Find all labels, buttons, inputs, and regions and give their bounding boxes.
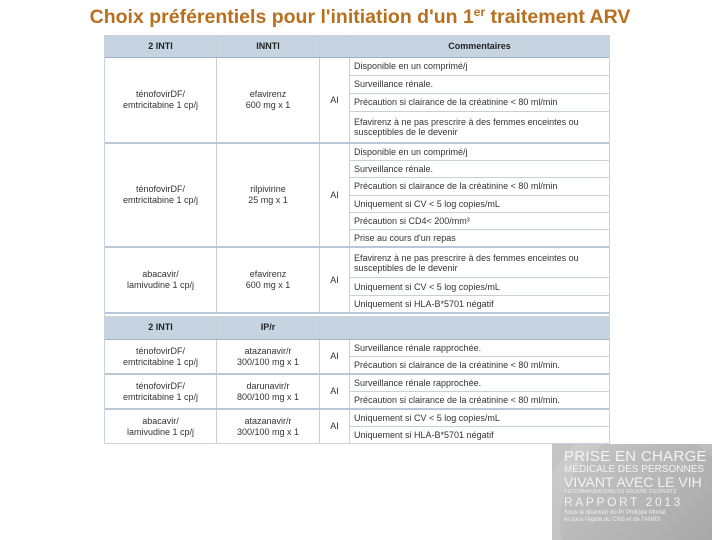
comment-item: Prise au cours d'un repas	[354, 232, 456, 243]
comment-item: Surveillance rénale rapprochée.	[350, 340, 609, 357]
comment-item: Surveillance rénale.	[350, 161, 609, 178]
table-row	[105, 58, 609, 144]
grade-cell: AI	[320, 340, 350, 373]
header-cell-grade	[320, 36, 350, 57]
comments-cell	[350, 410, 609, 443]
third-agent-line: efavirenz	[249, 269, 287, 279]
nrti-cell	[105, 410, 217, 443]
comment-item: Surveillance rénale rapprochée.	[350, 375, 609, 392]
table-header-inti-innti	[105, 36, 609, 58]
grade-cell: AI	[320, 375, 350, 408]
nrti-line: abacavir/	[142, 415, 179, 426]
third-agent-line: rilpivirine	[250, 184, 286, 194]
logo-line-5: RAPPORT 2013	[564, 495, 683, 509]
slide-title-end: traitement ARV	[485, 6, 631, 28]
header-cell-2inti: 2 INTI	[105, 36, 217, 57]
third-agent-cell	[217, 58, 320, 142]
third-agent-cell	[217, 375, 320, 408]
logo-line-1: PRISE EN CHARGE	[564, 448, 707, 465]
third-agent-cell	[217, 248, 320, 312]
header-cell-grade	[320, 316, 350, 339]
comment-item: Précaution si clairance de la créatinine < 80 ml/min.	[354, 360, 560, 370]
grade-cell: AI	[320, 144, 350, 246]
comments-cell	[350, 340, 609, 373]
grade-cell: AI	[320, 410, 350, 443]
third-agent-line: atazanavir/r	[244, 415, 292, 426]
nrti-cell	[105, 144, 217, 246]
nrti-line: emtricitabine 1 cp/j	[122, 100, 199, 110]
table-row	[105, 410, 609, 443]
comment-item: Précaution si clairance de la créatinine < 80 ml/min.	[354, 395, 560, 405]
nrti-cell	[105, 340, 217, 373]
nrti-line: lamivudine 1 cp/j	[126, 426, 195, 437]
nrti-line: lamivudine 1 cp/j	[126, 280, 195, 290]
header-cell-innti: INNTI	[217, 36, 320, 57]
slide-title-main: Choix préférentiels pour l'initiation d'un 1	[89, 6, 474, 28]
slide-title	[0, 6, 720, 29]
grade-cell: AI	[320, 58, 350, 142]
table-row	[105, 248, 609, 314]
logo-line-2: MÉDICALE DES PERSONNES	[564, 464, 705, 475]
comment-item: Surveillance rénale.	[350, 76, 609, 94]
comment-item: Uniquement si CV < 5 log copies/mL	[350, 196, 609, 213]
third-agent-line: 600 mg x 1	[245, 280, 291, 290]
nrti-line: emtricitabine 1 cp/j	[122, 356, 199, 367]
comment-item: Uniquement si HLA-B*5701 négatif	[354, 298, 494, 309]
header-cell-comments	[350, 316, 609, 339]
comment-item: Précaution si CD4< 200/mm³	[350, 213, 609, 230]
treatment-table	[104, 35, 610, 444]
comment-item: Efavirenz à ne pas prescrire à des femmes enceintes ou susceptibles de le devenir	[350, 248, 609, 278]
logo-line-6a: Sous la direction du Pr Philippe Morlat	[564, 510, 666, 516]
third-agent-line: darunavir/r	[246, 380, 290, 391]
comments-cell	[350, 375, 609, 408]
third-agent-line: 600 mg x 1	[245, 100, 291, 110]
grade-cell: AI	[320, 248, 350, 312]
third-agent-line: atazanavir/r	[244, 345, 292, 356]
third-agent-line: efavirenz	[249, 89, 287, 99]
nrti-line: abacavir/	[142, 269, 179, 279]
table-header-inti-ipr	[105, 316, 609, 340]
third-agent-cell	[217, 340, 320, 373]
logo-line-4: RECOMMANDATIONS DU GROUPE D'EXPERTS	[564, 489, 677, 495]
nrti-line: ténofovirDF/	[135, 345, 185, 356]
comments-cell	[350, 248, 609, 312]
nrti-line: ténofovirDF/	[135, 89, 185, 99]
table-row	[105, 375, 609, 410]
nrti-cell	[105, 375, 217, 408]
header-cell-commentaires: Commentaires	[448, 41, 511, 51]
comment-item: Disponible en un comprimé/j	[350, 58, 609, 76]
nrti-cell	[105, 58, 217, 142]
nrti-cell	[105, 248, 217, 312]
nrti-line: emtricitabine 1 cp/j	[122, 195, 199, 205]
third-agent-line: 300/100 mg x 1	[236, 356, 300, 367]
nrti-line: emtricitabine 1 cp/j	[122, 391, 199, 402]
third-agent-cell	[217, 410, 320, 443]
table-row	[105, 144, 609, 248]
header-cell-ipr: IP/r	[217, 316, 320, 339]
comment-item: Uniquement si CV < 5 log copies/mL	[350, 410, 609, 427]
comments-cell	[350, 144, 609, 246]
third-agent-line: 25 mg x 1	[248, 195, 288, 205]
slide-title-superscript: er	[473, 5, 486, 19]
comment-item: Précaution si clairance de la créatinine < 80 ml/min	[350, 94, 609, 112]
report-logo	[552, 444, 712, 540]
comment-item: Uniquement si CV < 5 log copies/mL	[350, 278, 609, 295]
comments-cell	[350, 58, 609, 142]
table-row	[105, 340, 609, 375]
third-agent-line: 800/100 mg x 1	[236, 391, 300, 402]
comment-item: Efavirenz à ne pas prescrire à des femmes enceintes ou susceptibles de le devenir	[354, 116, 579, 137]
nrti-line: ténofovirDF/	[135, 184, 185, 194]
header-cell-2inti: 2 INTI	[105, 316, 217, 339]
third-agent-cell	[217, 144, 320, 246]
comment-item: Disponible en un comprimé/j	[350, 144, 609, 161]
comment-item: Précaution si clairance de la créatinine < 80 ml/min	[350, 178, 609, 195]
third-agent-line: 300/100 mg x 1	[236, 426, 300, 437]
logo-line-3: VIVANT AVEC LE VIH	[564, 474, 702, 490]
comment-item: Uniquement si HLA-B*5701 négatif	[354, 430, 494, 440]
logo-line-6b: et sous l'égide du CNS et de l'ANRS	[564, 517, 661, 523]
logo-line-6	[564, 510, 666, 524]
nrti-line: ténofovirDF/	[135, 380, 185, 391]
